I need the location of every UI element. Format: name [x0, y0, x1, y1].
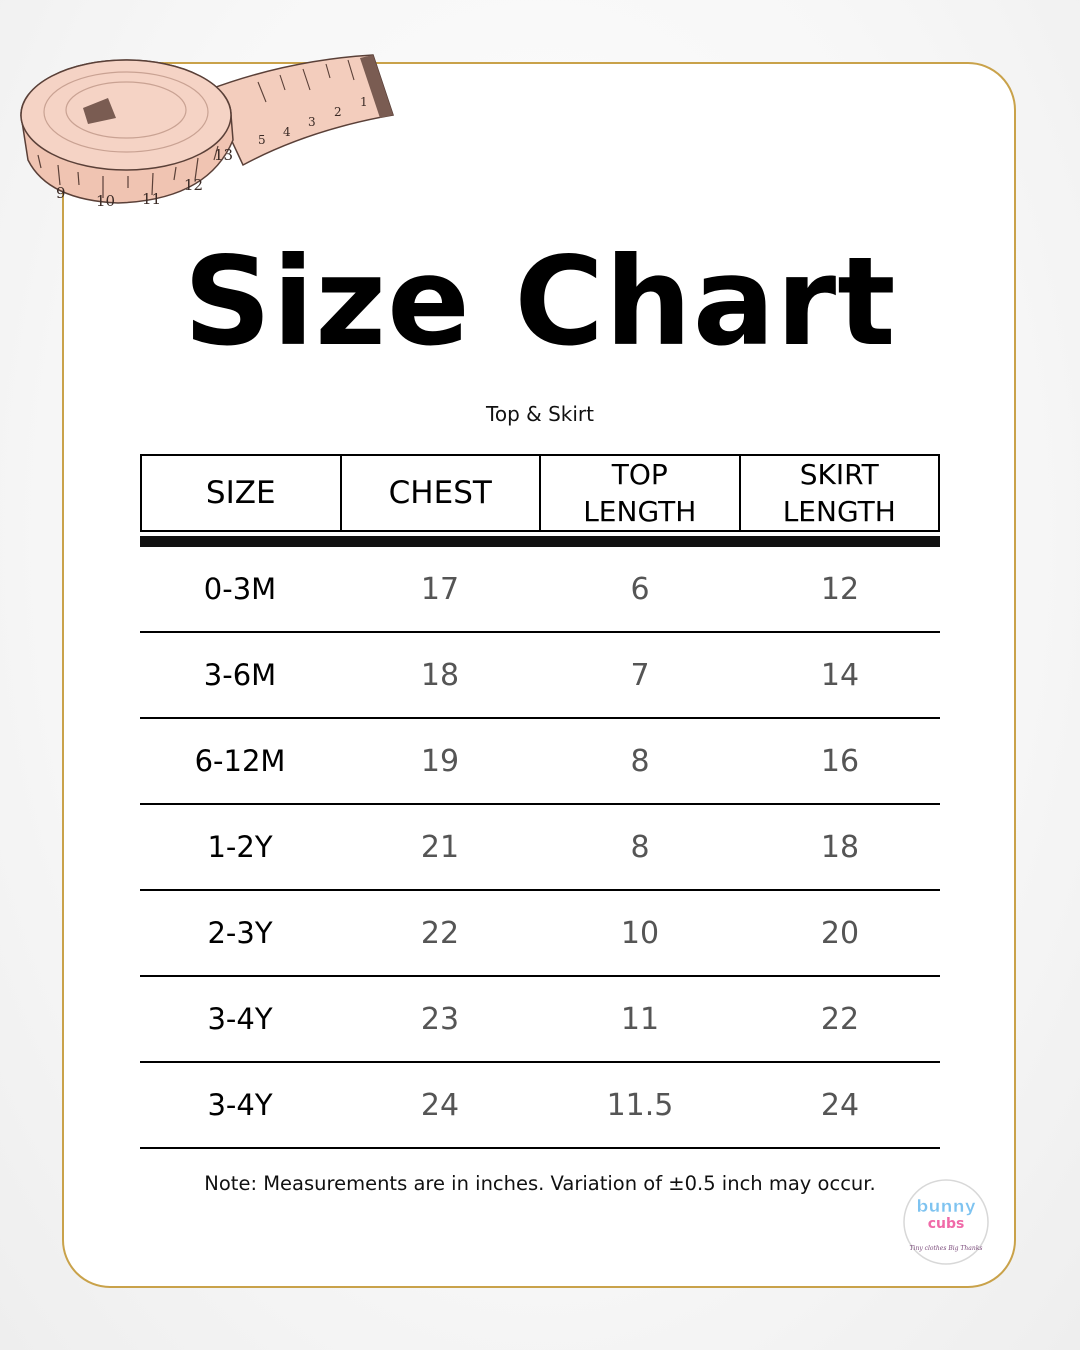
tape-number: 10: [96, 192, 116, 210]
page-subtitle: Top & Skirt: [486, 402, 594, 426]
cell-size: 1-2Y: [207, 830, 273, 864]
cell-top-length: 7: [630, 657, 650, 693]
tape-number: 5: [258, 133, 266, 147]
cell-size: 2-3Y: [207, 916, 273, 950]
table-header: [140, 454, 940, 532]
page-title: Size Chart: [183, 231, 897, 373]
tape-number: 4: [283, 125, 291, 139]
cell-chest: 22: [420, 915, 460, 951]
cell-skirt-length: 22: [820, 1001, 860, 1037]
tape-number: 9: [56, 184, 66, 202]
cell-size: 6-12M: [194, 744, 286, 778]
measurement-note: Note: Measurements are in inches. Variation of ±0.5 inch may occur.: [204, 1172, 876, 1195]
cell-top-length: 11.5: [606, 1087, 674, 1123]
header-skirt-length: SKIRT LENGTH: [782, 458, 896, 528]
cell-chest: 18: [420, 657, 460, 693]
logo-tagline: Tiny clothes Big Thanks: [909, 1245, 983, 1252]
tape-number: 12: [184, 176, 204, 194]
tape-number: 11: [142, 190, 162, 208]
cell-size: 3-4Y: [207, 1088, 273, 1122]
header-chest: CHEST: [342, 456, 542, 530]
table-row: [140, 633, 940, 719]
logo-text: bunny: [916, 1197, 976, 1217]
table-row: [140, 547, 940, 633]
tape-number: 13: [214, 146, 234, 164]
table-row: [140, 719, 940, 805]
cell-skirt-length: 14: [820, 657, 860, 693]
cell-chest: 24: [420, 1087, 460, 1123]
table-row: [140, 805, 940, 891]
tape-number: 1: [360, 95, 368, 109]
cell-chest: 19: [420, 743, 460, 779]
cell-top-length: 10: [620, 915, 660, 951]
header-top-length: TOP LENGTH: [541, 456, 741, 530]
cell-skirt-length: 16: [820, 743, 860, 779]
cell-chest: 23: [420, 1001, 460, 1037]
cell-skirt-length: 18: [820, 829, 860, 865]
measuring-tape-icon: [8, 20, 398, 220]
table-row: [140, 977, 940, 1063]
cell-chest: 21: [420, 829, 460, 865]
cell-size: 3-4Y: [207, 1002, 273, 1036]
tape-number: 2: [334, 105, 342, 119]
cell-top-length: 11: [620, 1001, 660, 1037]
table-row: [140, 1063, 940, 1149]
header-divider: [140, 536, 940, 547]
cell-skirt-length: 12: [820, 571, 860, 607]
table-row: [140, 891, 940, 977]
cell-skirt-length: 24: [820, 1087, 860, 1123]
cell-chest: 17: [420, 571, 460, 607]
cell-top-length: 8: [630, 829, 650, 865]
cell-size: 0-3M: [203, 572, 277, 606]
size-table-body: [140, 547, 940, 1149]
cell-top-length: 6: [630, 571, 650, 607]
header-size: SIZE: [142, 456, 342, 530]
logo-text: cubs: [927, 1216, 965, 1232]
cell-size: 3-6M: [203, 658, 277, 692]
cell-top-length: 8: [630, 743, 650, 779]
tape-number: 3: [308, 115, 316, 129]
bunny-cubs-logo: [902, 1178, 990, 1266]
cell-skirt-length: 20: [820, 915, 860, 951]
